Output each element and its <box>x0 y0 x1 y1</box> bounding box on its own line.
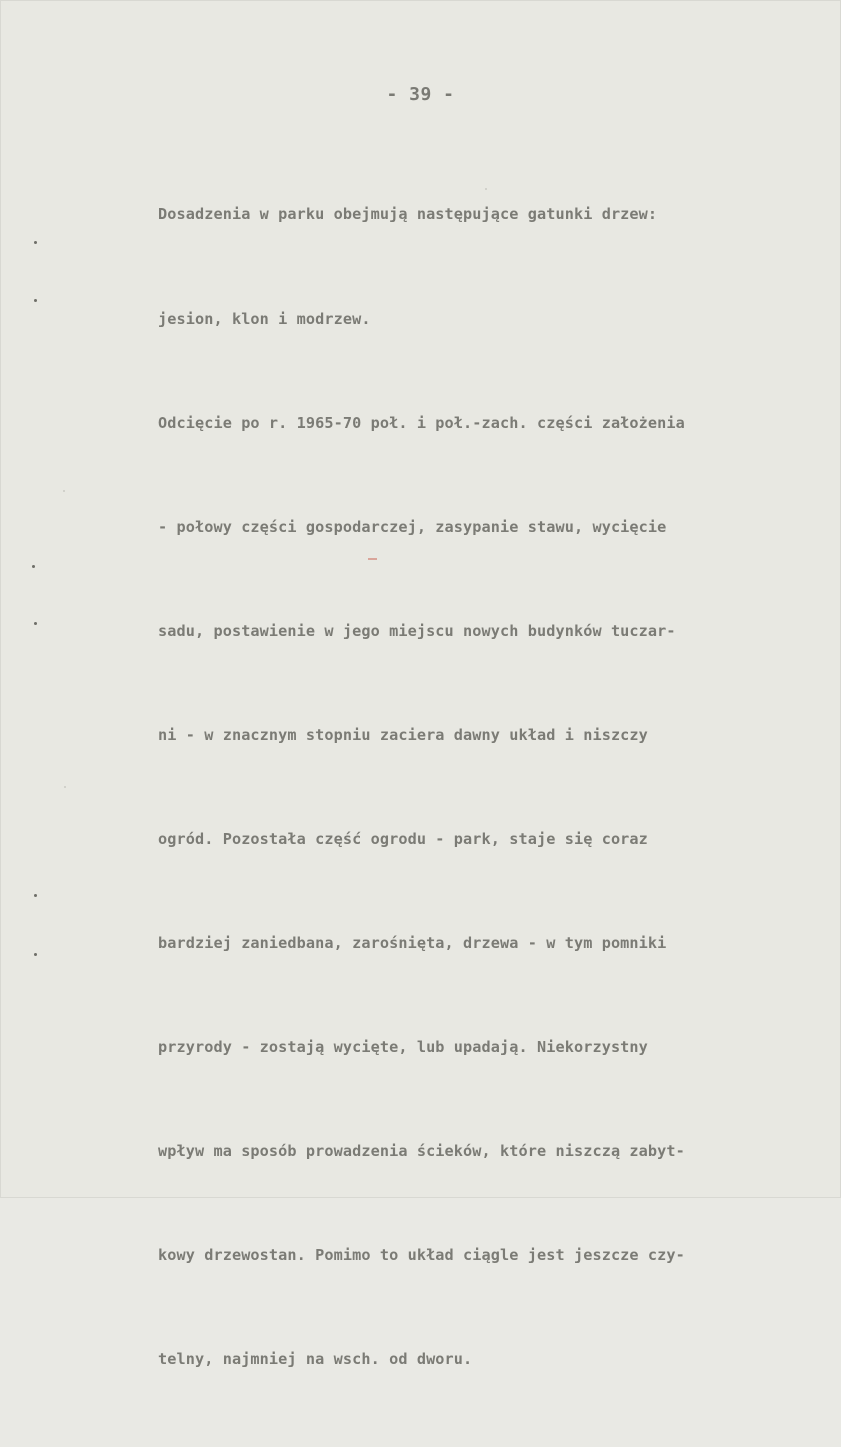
binding-hole-mark <box>34 241 37 244</box>
page-number: - 39 - <box>386 84 455 105</box>
text-line: sadu, postawienie w jego miejscu nowych budynków tuczar- <box>158 621 676 640</box>
text-line: telny, najmniej na wsch. od dworu. <box>158 1350 473 1369</box>
text-line: ogród. Pozostała część ogrodu - park, staje się coraz <box>158 829 648 848</box>
text-line: Dosadzenia w parku obejmują następujące gatunki drzew: <box>158 205 658 224</box>
body-text <box>158 128 798 1447</box>
binding-hole-mark <box>32 565 35 568</box>
red-ink-mark <box>368 558 377 560</box>
binding-hole-mark <box>34 894 37 897</box>
text-line: jesion, klon i modrzew. <box>158 309 371 328</box>
text-line: - połowy części gospodarczej, zasypanie stawu, wycięcie <box>158 517 667 536</box>
binding-hole-mark <box>34 299 37 302</box>
text-line: kowy drzewostan. Pomimo to układ ciągle jest jeszcze czy- <box>158 1246 685 1265</box>
paper-speck <box>64 786 66 788</box>
paper-speck <box>485 188 487 190</box>
text-line: Odcięcie po r. 1965-70 poł. i poł.-zach. części założenia <box>158 413 685 432</box>
text-line: bardziej zaniedbana, zarośnięta, drzewa - w tym pomniki <box>158 934 667 953</box>
text-line: wpływ ma sposób prowadzenia ścieków, które niszczą zabyt- <box>158 1142 685 1161</box>
text-line: przyrody - zostają wycięte, lub upadają. Niekorzystny <box>158 1038 648 1057</box>
text-line: ni - w znacznym stopniu zaciera dawny układ i niszczy <box>158 725 648 744</box>
paper-speck <box>63 490 65 492</box>
binding-hole-mark <box>34 953 37 956</box>
binding-hole-mark <box>34 622 37 625</box>
